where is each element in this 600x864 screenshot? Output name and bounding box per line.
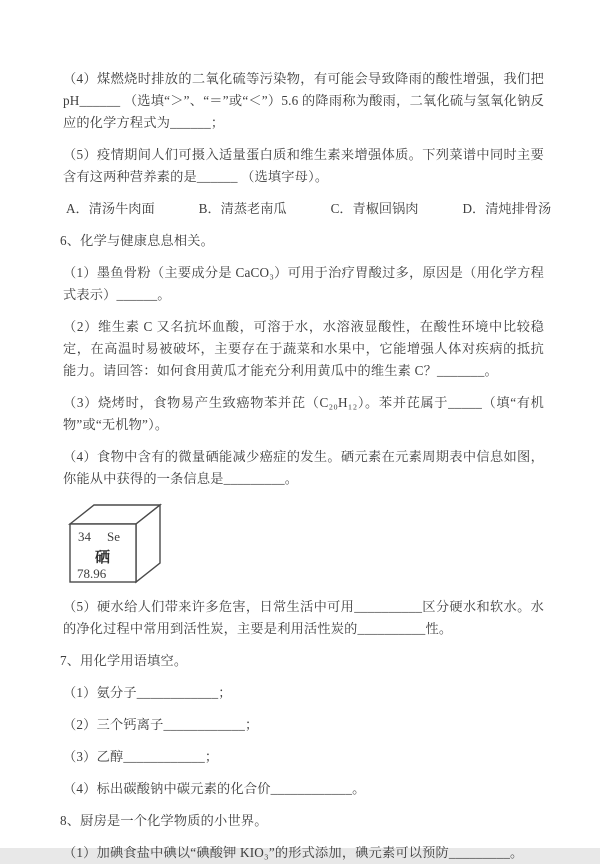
- question6-part3-text: （3）烧烤时，食物易产生致癌物苯并芘（C₂₀H₁₂）。苯并芘属于_____（填“有机物”或“无机物”）。: [63, 395, 544, 432]
- question5-options-row: [60, 198, 552, 220]
- question6-header: 6、化学与健康息息相关。: [60, 233, 215, 248]
- option-b: B．清蒸老南瓜: [198, 201, 287, 216]
- element-name: 硒: [95, 550, 111, 566]
- option-a: A．清汤牛肉面: [66, 201, 155, 216]
- question7-item1: （1）氨分子____________；: [63, 685, 232, 700]
- option-c: C．青椒回锅肉: [330, 201, 419, 216]
- selenium-element-cell-figure: [62, 500, 172, 586]
- question7-item2: （2）三个钙离子____________；: [63, 717, 259, 732]
- question7-header: 7、用化学用语填空。: [60, 653, 188, 668]
- question7-item4: （4）标出碳酸钠中碳元素的化合价____________。: [63, 781, 366, 796]
- element-cube-diagram: [62, 500, 172, 586]
- question7-item3: （3）乙醇____________；: [63, 749, 219, 764]
- atomic-mass: 78.96: [77, 566, 107, 581]
- question6-part1-text: （1）墨鱼骨粉（主要成分是 CaCO₃）可用于治疗胃酸过多，原因是（用化学方程式表示）______。: [63, 265, 544, 302]
- atomic-number: 34: [78, 529, 91, 544]
- question6-part4-text: （4）食物中含有的微量硒能减少癌症的发生。硒元素在元素周期表中信息如图，你能从中获得的一条信息是_________。: [63, 449, 544, 486]
- element-symbol: Se: [107, 529, 120, 544]
- question8-part1-text: （1）加碘食盐中碘以“碘酸钾 KIO₃”的形式添加，碘元素可以预防_________。: [63, 845, 524, 860]
- question8-header: 8、厨房是一个化学物质的小世界。: [60, 813, 268, 828]
- question6-part5-text: （5）硬水给人们带来许多危害，日常生活中可用__________区分硬水和软水。水的净化过程中常用到活性炭，主要是利用活性炭的__________性。: [63, 599, 544, 636]
- question5-part4-text: （4）煤燃烧时排放的二氧化硫等污染物，有可能会导致降雨的酸性增强，我们把 pH______ （选填“＞”、“＝”或“＜”）5.6 的降雨称为酸雨，二氧化硫与氢氧化钠反应的化学方程式为______；: [63, 71, 544, 130]
- option-d: D．清炖排骨汤: [462, 201, 552, 216]
- question6-part2-text: （2）维生素 C 又名抗坏血酸，可溶于水，水溶液显酸性，在酸性环境中比较稳定，在高温时易被破坏，主要存在于蔬菜和水果中，它能增强人体对疾病的抵抗能力。请回答：如何食用黄瓜才能充分利用黄瓜中的维生素 C？_______。: [63, 319, 544, 378]
- question5-part5-text: （5）疫情期间人们可摄入适量蛋白质和维生素来增强体质。下列菜谱中同时主要含有这两种营养素的是______ （选填字母）。: [63, 147, 544, 184]
